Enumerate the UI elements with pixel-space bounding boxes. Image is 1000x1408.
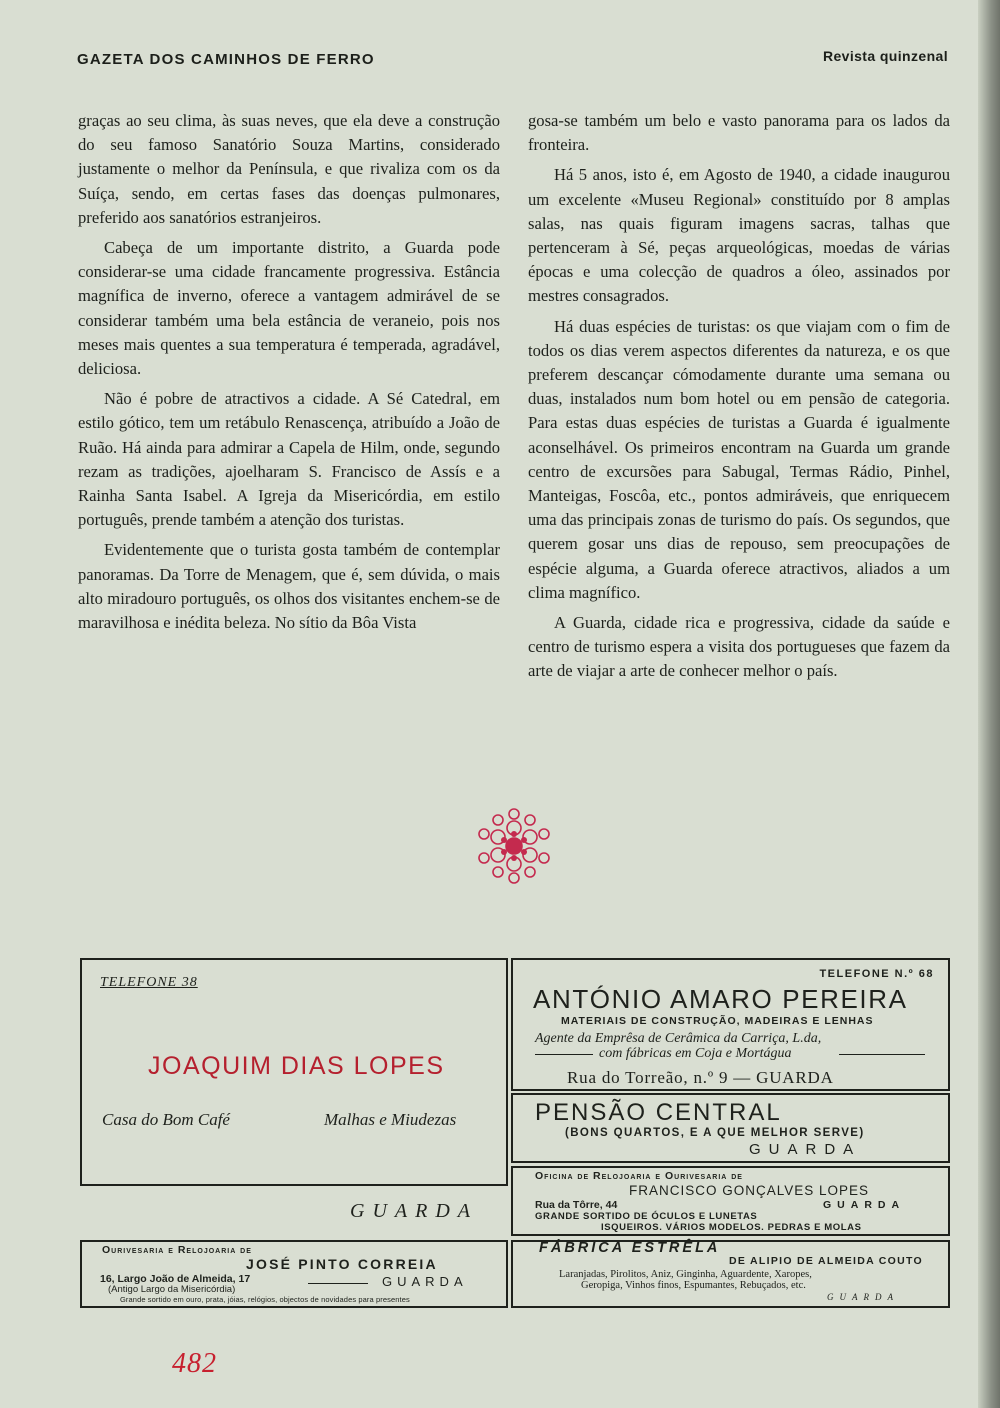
advertisements [78,956,950,1318]
city: GUARDA [827,1292,899,1302]
article-left-column [78,109,500,641]
page-number: 482 [172,1348,217,1379]
phone-number: TELEFONE N.º 68 [819,968,934,980]
business-name: FRANCISCO GONÇALVES LOPES [629,1183,870,1198]
business-title: Oficina de Relojoaria e Ourivesaria de [535,1170,743,1182]
business-description: GRANDE SORTIDO DE ÓCULOS E LUNETAS [535,1211,758,1222]
journal-subtitle: Revista quinzenal [822,48,948,64]
divider [308,1283,368,1284]
floral-ornament-icon [474,806,554,886]
journal-title: GAZETA DOS CAMINHOS DE FERRO [77,51,375,68]
business-tagline: (BONS QUARTOS, E A QUE MELHOR SERVE) [565,1127,865,1139]
business-description: Grande sortido em ouro, prata, jóias, relógios, objectos de novidades para presentes [120,1295,410,1304]
paragraph: Não é pobre de atractivos a cidade. A Sé Catedral, em estilo gótico, tem um retábulo Renascença, atribuído a João de Ruão. Há ainda para admirar a Capela de Hilm, onde, segundo rezam as tradições, ajoelharam S. Francisco de Assís e a Rainha Santa Isabel. A Igreja da Misericórdia, em estilo português, prende também a atenção dos turistas. [78,389,500,530]
address-note: (Antigo Largo da Misericórdia) [108,1284,236,1295]
paragraph: Há 5 anos, isto é, em Agosto de 1940, a cidade inaugurou um excelente «Museu Regional» constituído por 8 amplas salas, nas quais figuram imagens sacras, talhas que pertenceram à Sé, peças arqueológicas, moedas de várias épocas e uma colecção de quadros a óleo, assinados por mestres consagrados. [528,165,950,306]
ad-antonio-amaro-pereira [511,958,950,1091]
address: Rua da Tôrre, 44 [535,1199,618,1211]
ad-jose-pinto-correia [80,1240,508,1308]
business-name: PENSÃO CENTRAL [535,1099,782,1126]
ad-francisco-goncalves-lopes [511,1166,950,1236]
paragraph: gosa-se também um belo e vasto panorama para os lados da fronteira. [528,111,950,155]
article-right-column [528,109,950,690]
agent-line: Agente da Emprêsa de Cerâmica da Carriça, L.da, [535,1031,822,1046]
divider [839,1054,925,1055]
business-title: Ourivesaria e Relojoaria de [102,1244,252,1256]
city: GUARDA [749,1141,862,1158]
page-edge [978,0,1000,1408]
business-description: ISQUEIROS. VÁRIOS MODELOS. PEDRAS E MOLAS [601,1222,862,1233]
city: GUARDA [382,1274,468,1289]
phone-number: TELEFONE 38 [100,975,198,990]
product-list: Geropiga, Vinhos finos, Espumantes, Rebuçados, etc. [581,1280,806,1291]
divider [535,1054,593,1055]
product-list: Laranjadas, Pirolitos, Aniz, Ginginha, Aguardente, Xaropes, [559,1269,812,1280]
address: Rua do Torreão, n.º 9 — GUARDA [567,1068,834,1087]
business-name: JOSÉ PINTO CORREIA [246,1256,438,1272]
business-name: ANTÓNIO AMARO PEREIRA [533,984,908,1014]
paragraph: A Guarda, cidade rica e progressiva, cidade da saúde e centro de turismo espera a visita dos portugueses que fazem da arte de viajar a arte de conhecer melhor o país. [528,613,950,681]
business-tagline: MATERIAIS DE CONSTRUÇÃO, MADEIRAS E LENHAS [561,1015,874,1027]
business-name: JOAQUIM DIAS LOPES [148,1052,445,1080]
city: GUARDA [350,1200,478,1222]
agent-line: com fábricas em Coja e Mortágua [599,1046,792,1061]
address: 16, Largo João de Almeida, 17 [100,1273,251,1285]
business-owner: DE ALIPIO DE ALMEIDA COUTO [729,1255,924,1267]
paragraph: Cabeça de um importante distrito, a Guarda pode considerar-se uma cidade francamente progressiva. Estância magnífica de inverno, oferece a vantagem admirável de se considerar também uma bela estância de veraneio, pois nos meses mais quentes a sua temperatura é temperada, agradável, deliciosa. [78,238,500,379]
business-description: Casa do Bom Café [102,1110,230,1129]
business-name: FÁBRICA ESTRÊLA [539,1240,721,1256]
ad-fabrica-estrela [511,1240,950,1308]
ad-pensao-central [511,1093,950,1163]
city: GUARDA [823,1199,906,1211]
paragraph: Há duas espécies de turistas: os que viajam com o fim de todos os dias verem aspectos diferentes da natureza, e os que preferem descançar cómodamente durante uma semana ou duas, instalados num bom hotel ou em pensão de categoria. Para estas duas espécies de turistas a Guarda é igualmente aconselhável. Os primeiros encontram na Guarda um grande centro de excursões para Sabugal, Termas Rádio, Pinhel, Manteigas, Foscôa, etc., pontos admiráveis, que enriquecem uma das principais zonas de turismo do país. Os segundos, que querem gosar uns dias de repouso, sem preocupações de espécie alguma, a Guarda oferece atractivos, aliados a um clima magnífico. [528,316,950,602]
paragraph: graças ao seu clima, às suas neves, que ela deve a construção do seu famoso Sanatório Souza Martins, considerado justamente o melhor da Península, e que rivaliza com os da Suíça, sendo, em certas fases das doenças pulmonares, preferido aos sanatórios estranjeiros. [78,111,500,227]
ad-joaquim-dias-lopes [80,958,508,1222]
business-description: Malhas e Miudezas [324,1110,457,1129]
paragraph: Evidentemente que o turista gosta também de contemplar panoramas. Da Torre de Menagem, que é, sem dúvida, o mais alto miradouro português, os olhos dos visitantes enchem-se de maravilhosa e inédita beleza. No sítio da Bôa Vista [78,540,500,633]
